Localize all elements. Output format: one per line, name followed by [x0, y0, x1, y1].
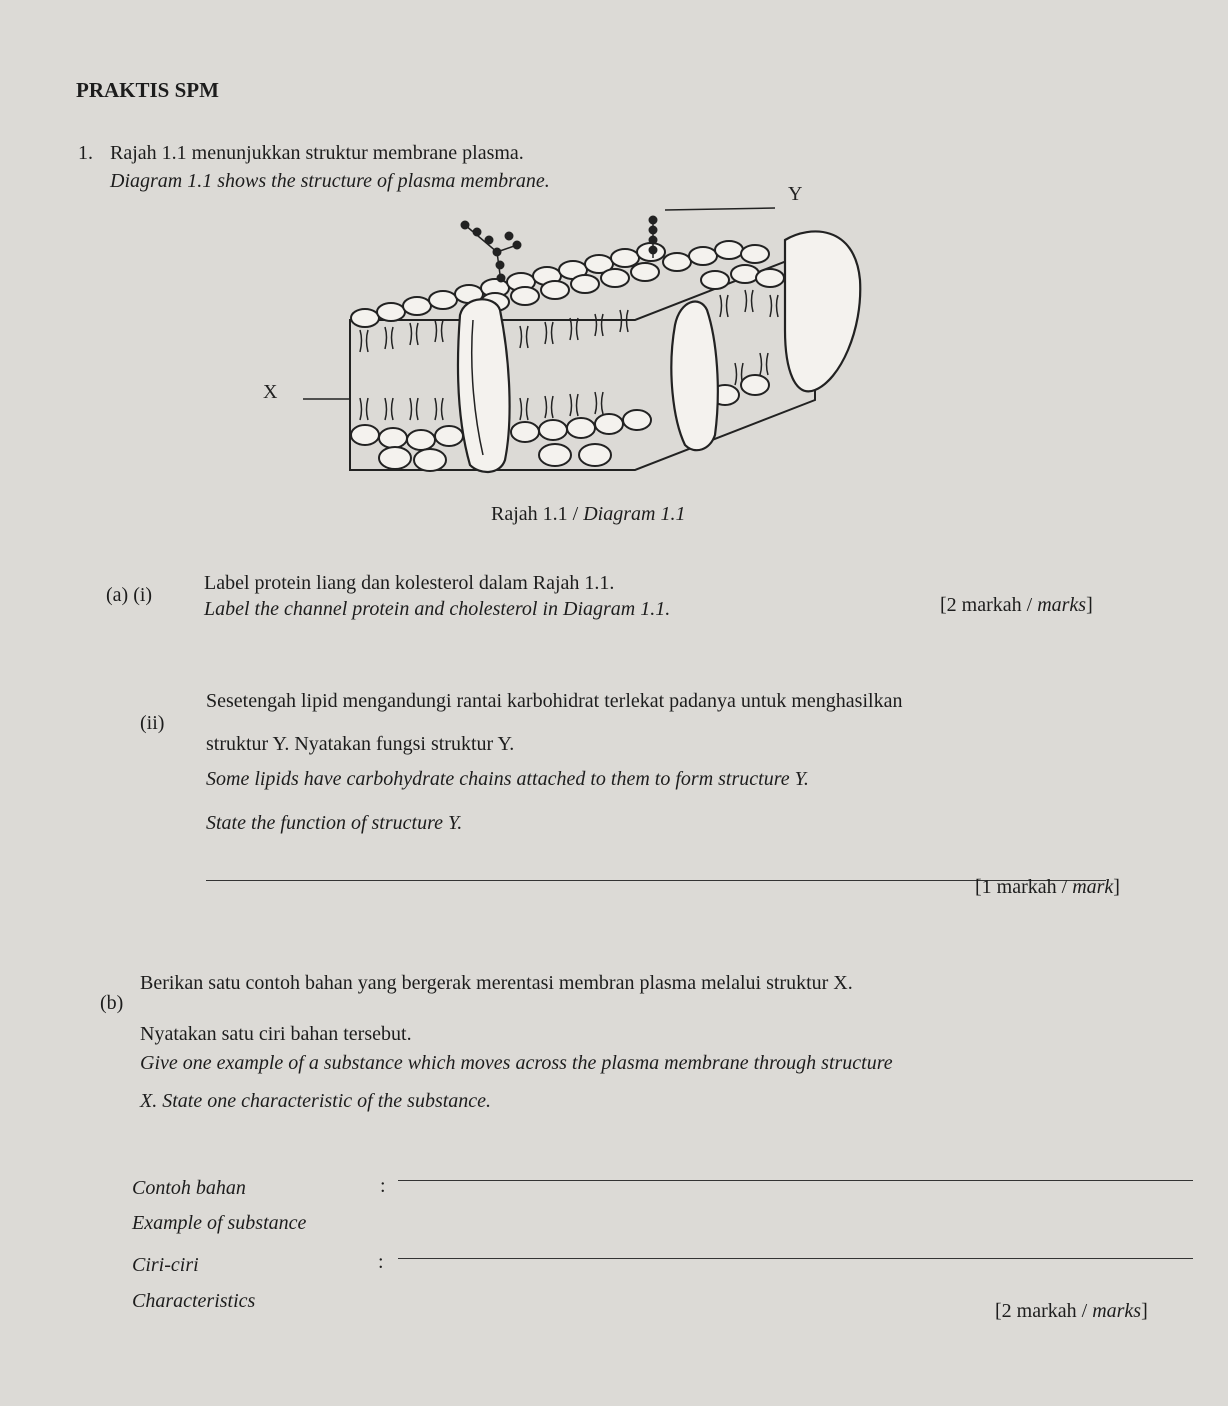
diagram-caption	[491, 503, 685, 526]
question-a-i-ms: Label protein liang dan kolesterol dalam Rajah 1.1.	[204, 572, 615, 594]
question-b-line2-en: X. State one characteristic of the substance.	[140, 1090, 492, 1112]
answer-line-a-ii[interactable]	[206, 880, 1106, 881]
question-a-i-marker: (a) (i)	[106, 584, 153, 606]
field-characteristics-label-ms: Ciri-ciri	[132, 1254, 199, 1276]
channel-protein	[458, 299, 510, 472]
question-b-marker: (b)	[100, 992, 124, 1014]
label-x: X	[263, 381, 278, 403]
question-intro-en: Diagram 1.1 shows the structure of plasma membrane.	[110, 170, 550, 192]
field-example-label-en: Example of substance	[132, 1212, 307, 1234]
question-a-ii-line2-en: State the function of structure Y.	[206, 812, 463, 834]
answer-line-characteristics[interactable]	[398, 1258, 1193, 1259]
question-a-i-en: Label the channel protein and cholesterol in Diagram 1.1.	[204, 598, 671, 620]
question-a-ii-marks: [1 markah / mark]	[975, 876, 1120, 898]
question-intro-ms: Rajah 1.1 menunjukkan struktur membrane plasma.	[110, 142, 524, 164]
phospholipid-heads-top	[351, 241, 784, 327]
page-header: PRAKTIS SPM	[76, 78, 219, 102]
glycoprotein-chain	[462, 222, 521, 282]
question-a-ii-line1-ms: Sesetengah lipid mengandungi rantai karbohidrat terlekat padanya untuk menghasilkan	[206, 690, 903, 712]
diagram-caption-ms: Rajah 1.1 /	[491, 503, 584, 525]
question-b-marks: [2 markah / marks]	[995, 1300, 1148, 1322]
peripheral-protein-right	[785, 231, 860, 391]
field-example-label-ms: Contoh bahan	[132, 1177, 246, 1199]
integral-protein-tall	[671, 302, 717, 451]
question-number: 1.	[78, 142, 93, 164]
question-b-line2-ms: Nyatakan satu ciri bahan tersebut.	[140, 1023, 412, 1045]
question-b-line1-en: Give one example of a substance which moves across the plasma membrane through structure	[140, 1052, 893, 1074]
question-a-i-marks: [2 markah / marks]	[940, 594, 1093, 616]
plasma-membrane-diagram	[255, 170, 875, 510]
question-a-ii-marker: (ii)	[140, 712, 165, 734]
field-characteristics-label-en: Characteristics	[132, 1290, 256, 1312]
question-a-ii-line2-ms: struktur Y. Nyatakan fungsi struktur Y.	[206, 733, 515, 755]
answer-line-example[interactable]	[398, 1180, 1193, 1181]
field-characteristics-colon: :	[378, 1251, 384, 1273]
field-example-colon: :	[380, 1175, 386, 1197]
label-line-y	[665, 208, 775, 210]
question-a-ii-line1-en: Some lipids have carbohydrate chains attached to them to form structure Y.	[206, 768, 809, 790]
diagram-caption-en: Diagram 1.1	[583, 503, 686, 525]
label-y: Y	[788, 183, 803, 205]
question-b-line1-ms: Berikan satu contoh bahan yang bergerak merentasi membran plasma melalui struktur X.	[140, 972, 853, 994]
